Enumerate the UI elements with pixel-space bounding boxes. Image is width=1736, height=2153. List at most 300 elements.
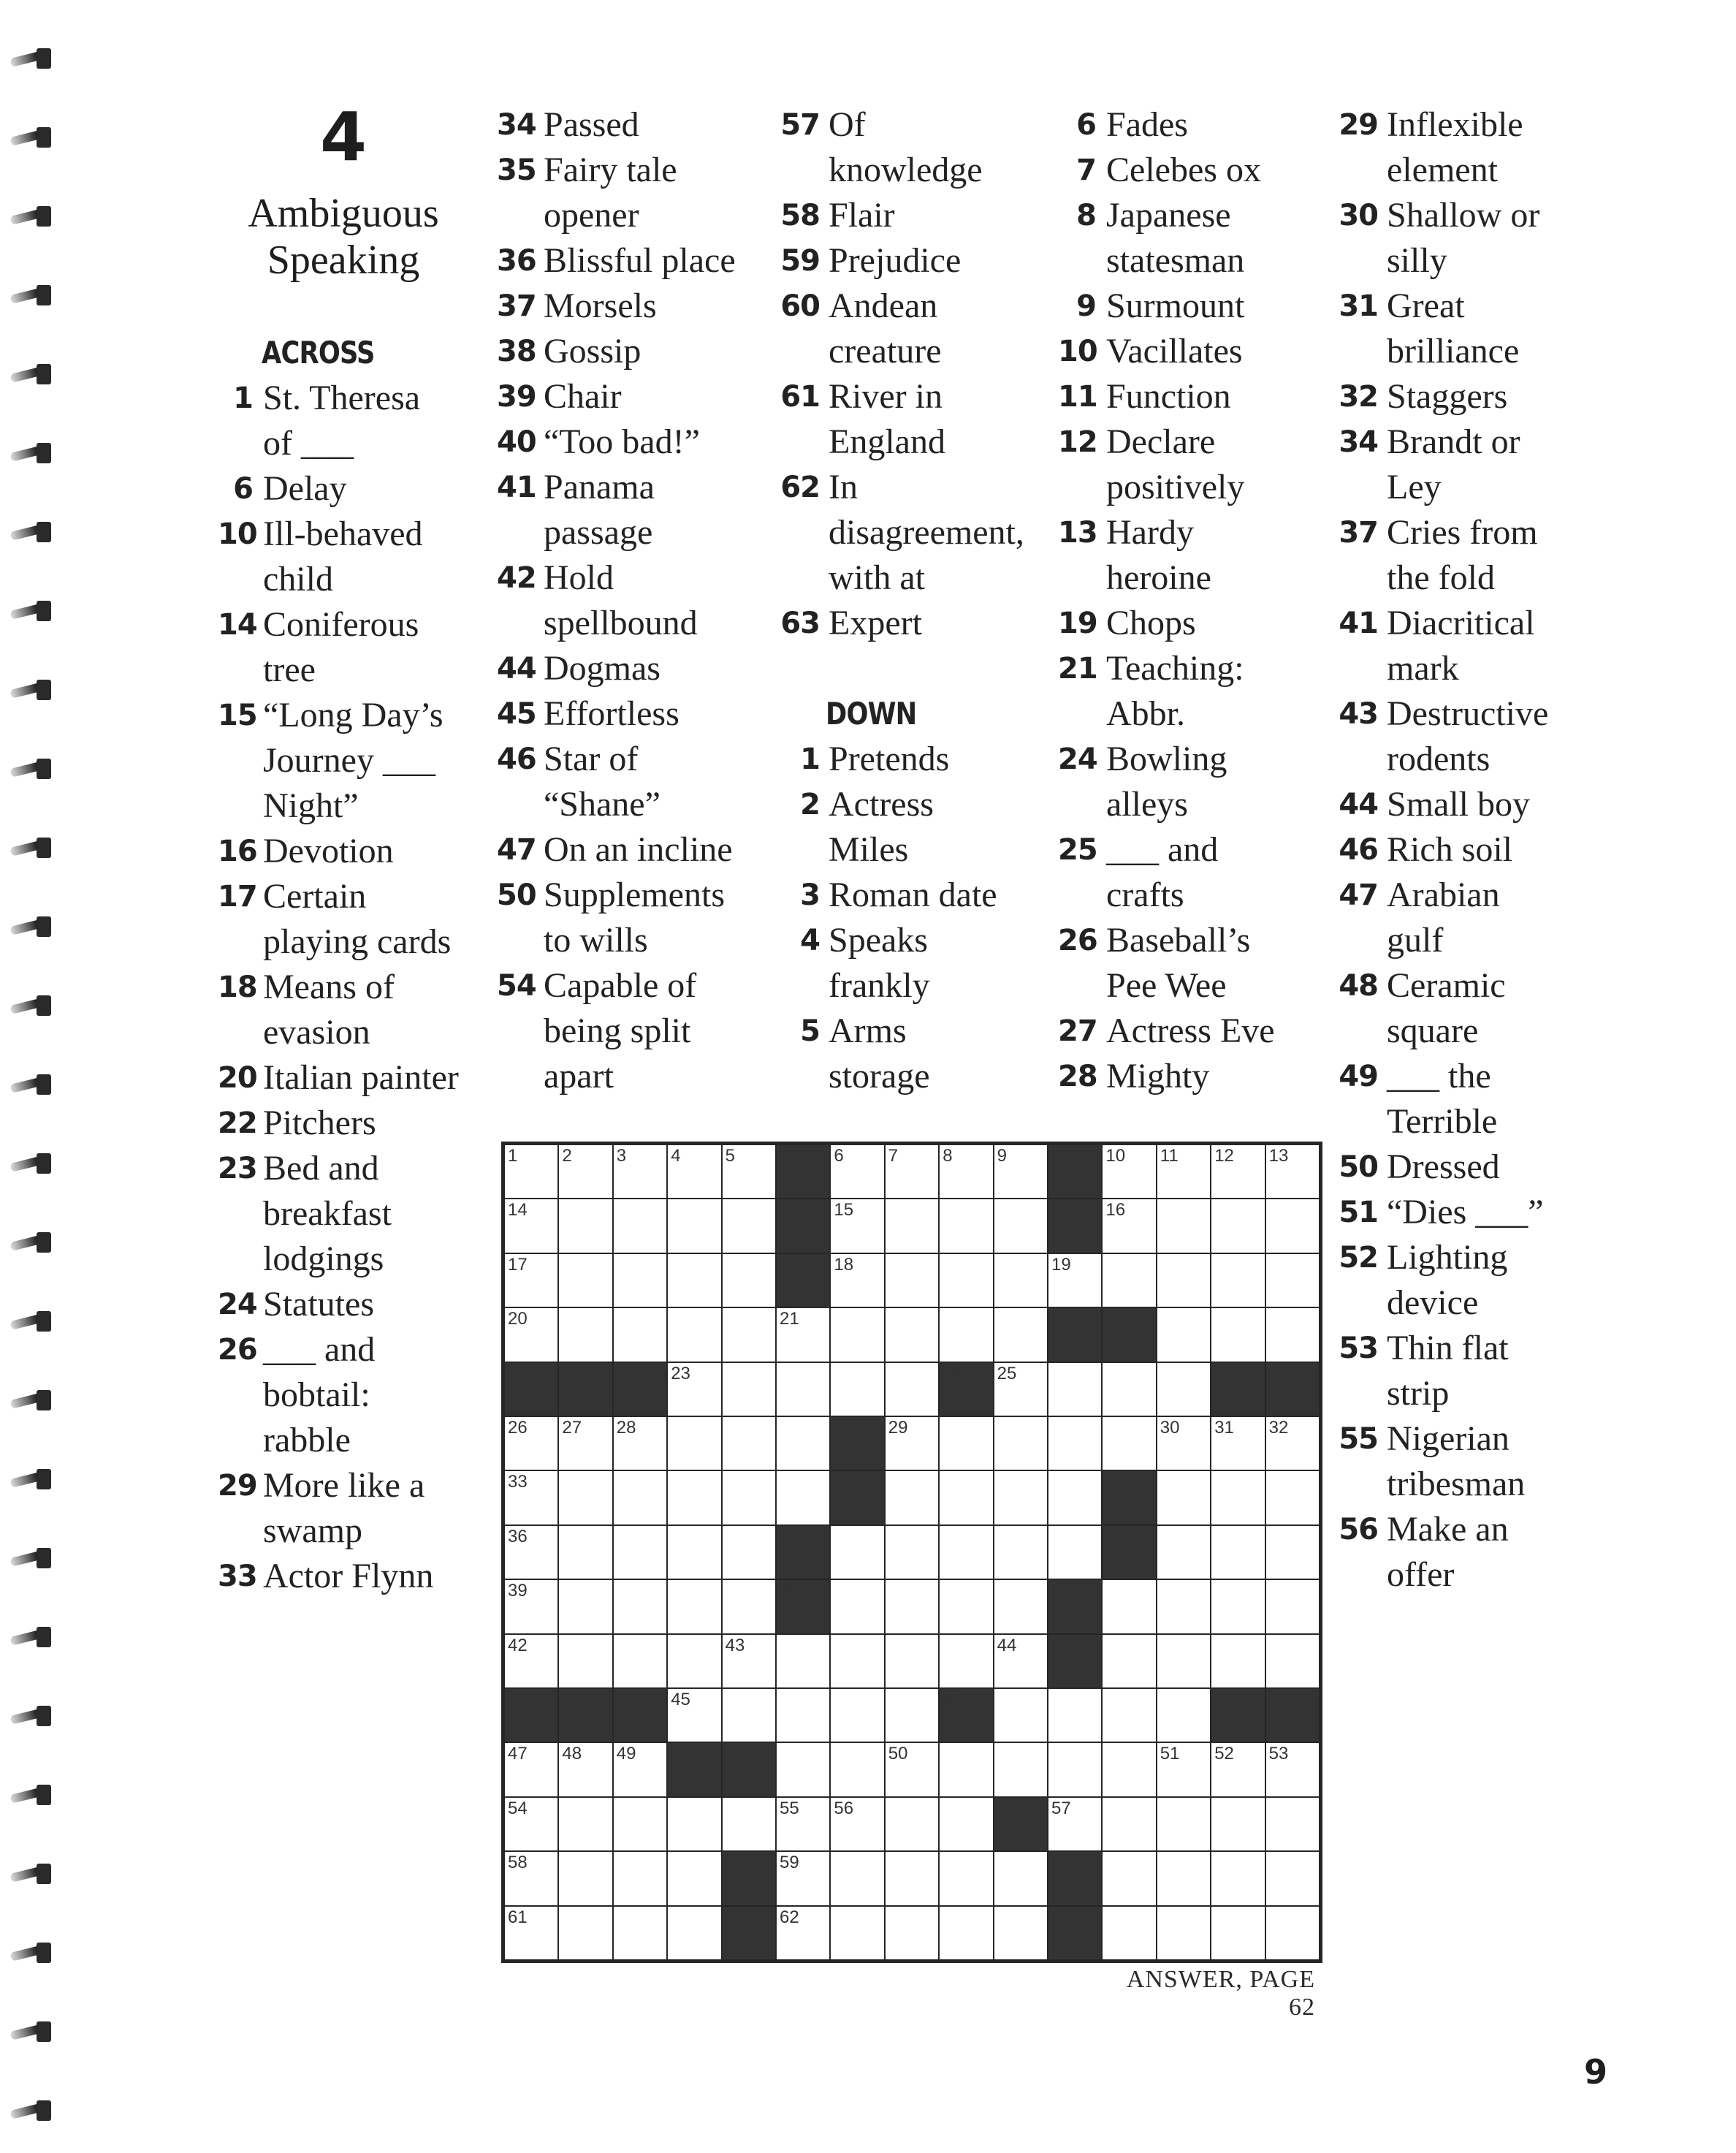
grid-cell[interactable] <box>831 1145 883 1198</box>
grid-cell[interactable] <box>723 1526 775 1579</box>
grid-cell[interactable] <box>1266 1145 1319 1198</box>
grid-cell[interactable] <box>1266 1254 1319 1307</box>
grid-cell[interactable] <box>1103 1689 1155 1742</box>
grid-cell[interactable] <box>1157 1417 1210 1470</box>
grid-block <box>994 1798 1047 1850</box>
grid-cell[interactable] <box>559 1145 612 1198</box>
grid-cell[interactable] <box>1103 1907 1155 1959</box>
grid-cell[interactable] <box>1211 1308 1264 1361</box>
grid-cell[interactable] <box>723 1689 775 1742</box>
grid-cell[interactable] <box>505 1199 557 1252</box>
grid-cell[interactable] <box>940 1308 992 1361</box>
grid-cell[interactable] <box>1103 1145 1155 1198</box>
clue-text: Morsels <box>544 286 657 325</box>
grid-cell[interactable] <box>994 1743 1047 1796</box>
grid-cell[interactable] <box>723 1798 775 1850</box>
cell-number: 3 <box>616 1146 627 1166</box>
grid-cell[interactable] <box>994 1199 1047 1252</box>
grid-cell[interactable] <box>668 1145 720 1198</box>
grid-cell[interactable] <box>1103 1743 1155 1796</box>
grid-cell[interactable] <box>886 1580 938 1633</box>
clue-number: 63 <box>780 607 820 640</box>
grid-cell[interactable] <box>668 1254 720 1307</box>
grid-cell[interactable] <box>994 1417 1047 1470</box>
cell-number: 42 <box>508 1635 528 1655</box>
clue-text: strip <box>1387 1374 1450 1413</box>
clue-text: River in <box>829 377 943 416</box>
grid-cell[interactable] <box>1103 1798 1155 1850</box>
grid-block <box>777 1526 829 1579</box>
grid-cell[interactable] <box>668 1417 720 1470</box>
grid-cell[interactable] <box>559 1199 612 1252</box>
grid-block <box>1048 1580 1101 1633</box>
clue-text: Speaks <box>829 921 928 960</box>
clue-text: Means of <box>263 968 395 1006</box>
grid-cell[interactable] <box>614 1199 666 1252</box>
grid-block <box>1211 1689 1264 1742</box>
clue-text: Fades <box>1106 105 1188 144</box>
answer-reference: ANSWER, PAGE 62 <box>1126 1966 1315 2021</box>
clue-number: 62 <box>780 471 820 504</box>
grid-cell[interactable] <box>886 1254 938 1307</box>
grid-cell[interactable] <box>831 1580 883 1633</box>
across-heading: ACROSS <box>262 335 375 371</box>
clue-41 <box>497 465 754 555</box>
grid-cell[interactable] <box>1211 1199 1264 1252</box>
grid-cell[interactable] <box>777 1363 829 1416</box>
grid-cell[interactable] <box>505 1580 557 1633</box>
grid-cell[interactable] <box>559 1471 612 1524</box>
grid-cell[interactable] <box>559 1580 612 1633</box>
grid-cell[interactable] <box>777 1907 829 1959</box>
grid-cell[interactable] <box>1103 1852 1155 1905</box>
grid-cell[interactable] <box>886 1417 938 1470</box>
grid-cell[interactable] <box>559 1907 612 1959</box>
grid-cell[interactable] <box>886 1743 938 1796</box>
clue-column-3 <box>779 102 1042 1099</box>
grid-cell[interactable] <box>1103 1635 1155 1687</box>
grid-cell[interactable] <box>994 1689 1047 1742</box>
clue-text: Supplements <box>544 876 725 914</box>
grid-cell[interactable] <box>1211 1635 1264 1687</box>
clue-number: 18 <box>218 971 257 1004</box>
clue-number: 50 <box>1339 1150 1378 1184</box>
grid-cell[interactable] <box>1266 1526 1319 1579</box>
grid-cell[interactable] <box>1211 1852 1264 1905</box>
grid-cell[interactable] <box>668 1199 720 1252</box>
grid-cell[interactable] <box>1266 1471 1319 1524</box>
clue-text: Gossip <box>544 332 642 371</box>
grid-cell[interactable] <box>994 1254 1047 1307</box>
grid-block <box>723 1743 775 1796</box>
grid-cell[interactable] <box>994 1471 1047 1524</box>
cell-number: 26 <box>508 1418 528 1438</box>
grid-cell[interactable] <box>1211 1417 1264 1470</box>
grid-cell[interactable] <box>994 1907 1047 1959</box>
grid-cell[interactable] <box>723 1471 775 1524</box>
grid-cell[interactable] <box>559 1852 612 1905</box>
grid-cell[interactable] <box>777 1471 829 1524</box>
grid-cell[interactable] <box>940 1580 992 1633</box>
grid-cell[interactable] <box>668 1852 720 1905</box>
clue-text: brilliance <box>1387 332 1520 371</box>
clue-49 <box>1337 1054 1593 1144</box>
grid-cell[interactable] <box>994 1526 1047 1579</box>
clue-12 <box>1058 419 1314 510</box>
grid-cell[interactable] <box>668 1526 720 1579</box>
grid-cell[interactable] <box>886 1308 938 1361</box>
grid-cell[interactable] <box>668 1907 720 1959</box>
clue-text: Of <box>829 105 866 144</box>
grid-cell[interactable] <box>1103 1580 1155 1633</box>
grid-cell[interactable] <box>940 1471 992 1524</box>
grid-cell[interactable] <box>614 1145 666 1198</box>
grid-cell[interactable] <box>1157 1689 1210 1742</box>
grid-cell[interactable] <box>1048 1798 1101 1850</box>
grid-cell[interactable] <box>1103 1199 1155 1252</box>
grid-cell[interactable] <box>1266 1308 1319 1361</box>
grid-cell[interactable] <box>668 1580 720 1633</box>
clue-number: 2 <box>800 788 820 821</box>
clue-number: 54 <box>497 969 536 1003</box>
grid-cell[interactable] <box>668 1308 720 1361</box>
grid-cell[interactable] <box>1048 1526 1101 1579</box>
clue-text: Rich soil <box>1387 830 1513 869</box>
clue-10 <box>218 512 475 602</box>
clue-text: Ceramic <box>1387 966 1506 1005</box>
grid-cell[interactable] <box>668 1798 720 1850</box>
clue-text: Effortless <box>544 694 679 733</box>
cell-number: 41 <box>1051 1581 1071 1601</box>
grid-cell[interactable] <box>1048 1254 1101 1307</box>
clue-text: Shallow or <box>1387 196 1540 235</box>
grid-cell[interactable] <box>559 1417 612 1470</box>
clue-number: 28 <box>1058 1060 1097 1093</box>
cell-number: 5 <box>725 1146 735 1166</box>
grid-cell[interactable] <box>1211 1526 1264 1579</box>
clue-58 <box>779 193 1042 238</box>
grid-cell[interactable] <box>994 1580 1047 1633</box>
grid-cell[interactable] <box>505 1471 557 1524</box>
clue-47 <box>1337 873 1593 963</box>
grid-cell[interactable] <box>1048 1363 1101 1416</box>
clue-text: storage <box>829 1057 930 1096</box>
grid-cell[interactable] <box>505 1852 557 1905</box>
clue-text: the fold <box>1387 558 1495 597</box>
grid-cell[interactable] <box>831 1526 883 1579</box>
grid-cell[interactable] <box>940 1743 992 1796</box>
clue-number: 26 <box>1058 924 1097 957</box>
grid-cell[interactable] <box>614 1417 666 1470</box>
grid-cell[interactable] <box>831 1743 883 1796</box>
grid-cell[interactable] <box>994 1852 1047 1905</box>
grid-cell[interactable] <box>831 1363 883 1416</box>
clue-text: Flair <box>829 196 895 235</box>
grid-cell[interactable] <box>723 1308 775 1361</box>
grid-cell[interactable] <box>994 1145 1047 1198</box>
grid-cell[interactable] <box>614 1798 666 1850</box>
grid-cell[interactable] <box>1211 1254 1264 1307</box>
grid-cell[interactable] <box>505 1145 557 1198</box>
grid-block <box>668 1743 720 1796</box>
grid-block <box>559 1363 612 1416</box>
grid-cell[interactable] <box>668 1635 720 1687</box>
clue-text: ___ and <box>263 1330 376 1369</box>
grid-cell[interactable] <box>559 1526 612 1579</box>
binding-coil <box>10 517 53 547</box>
grid-cell[interactable] <box>1048 1417 1101 1470</box>
grid-cell[interactable] <box>831 1254 883 1307</box>
grid-cell[interactable] <box>668 1363 720 1416</box>
grid-cell[interactable] <box>940 1907 992 1959</box>
grid-cell[interactable] <box>1157 1743 1210 1796</box>
grid-cell[interactable] <box>1157 1907 1210 1959</box>
binding-coil <box>10 202 53 231</box>
grid-cell[interactable] <box>1266 1580 1319 1633</box>
grid-cell[interactable] <box>723 1363 775 1416</box>
clue-text: Certain <box>263 877 367 916</box>
clue-6 <box>218 466 475 512</box>
grid-cell[interactable] <box>940 1254 992 1307</box>
grid-cell[interactable] <box>1103 1417 1155 1470</box>
clue-number: 35 <box>497 153 536 187</box>
grid-cell[interactable] <box>886 1363 938 1416</box>
grid-cell[interactable] <box>1103 1254 1155 1307</box>
grid-cell[interactable] <box>723 1199 775 1252</box>
grid-cell[interactable] <box>1157 1798 1210 1850</box>
grid-cell[interactable] <box>1211 1907 1264 1959</box>
grid-cell[interactable] <box>1103 1363 1155 1416</box>
grid-cell[interactable] <box>614 1471 666 1524</box>
grid-cell[interactable] <box>940 1798 992 1850</box>
grid-cell[interactable] <box>1157 1471 1210 1524</box>
clue-text: evasion <box>263 1013 370 1052</box>
grid-cell[interactable] <box>831 1689 883 1742</box>
grid-block <box>505 1363 557 1416</box>
clue-text: being split <box>544 1011 691 1050</box>
clue-text: rabble <box>263 1421 351 1459</box>
grid-cell[interactable] <box>886 1635 938 1687</box>
cell-number: 55 <box>780 1798 799 1818</box>
clue-number: 36 <box>497 244 536 278</box>
grid-cell[interactable] <box>1211 1798 1264 1850</box>
grid-cell[interactable] <box>831 1199 883 1252</box>
grid-cell[interactable] <box>1266 1635 1319 1687</box>
grid-cell[interactable] <box>505 1417 557 1470</box>
grid-cell[interactable] <box>614 1743 666 1796</box>
binding-coil <box>10 281 53 310</box>
binding-coil <box>10 1859 53 1888</box>
binding-coil <box>10 991 53 1020</box>
grid-cell[interactable] <box>940 1635 992 1687</box>
grid-cell[interactable] <box>940 1852 992 1905</box>
cell-number: 40 <box>780 1581 799 1601</box>
clue-text: Japanese <box>1106 196 1231 235</box>
grid-block <box>1048 1308 1101 1361</box>
grid-cell[interactable] <box>505 1798 557 1850</box>
grid-cell[interactable] <box>723 1145 775 1198</box>
grid-block <box>1048 1635 1101 1687</box>
clue-number: 27 <box>1058 1014 1097 1048</box>
clue-text: Bowling <box>1106 740 1227 778</box>
grid-cell[interactable] <box>1266 1798 1319 1850</box>
clue-text: gulf <box>1387 921 1444 960</box>
grid-cell[interactable] <box>1048 1471 1101 1524</box>
clue-number: 43 <box>1339 697 1378 731</box>
grid-cell[interactable] <box>940 1199 992 1252</box>
grid-cell[interactable] <box>668 1689 720 1742</box>
clue-text: Make an <box>1387 1510 1509 1549</box>
grid-cell[interactable] <box>831 1852 883 1905</box>
grid-block <box>614 1689 666 1742</box>
clue-text: Small boy <box>1387 785 1531 824</box>
clue-number: 9 <box>1076 289 1096 323</box>
clue-text: mark <box>1387 649 1459 688</box>
grid-cell[interactable] <box>1266 1417 1319 1470</box>
cell-number: 47 <box>508 1744 528 1764</box>
grid-cell[interactable] <box>777 1635 829 1687</box>
clue-34 <box>1337 419 1593 510</box>
grid-cell[interactable] <box>614 1254 666 1307</box>
grid-cell[interactable] <box>886 1471 938 1524</box>
grid-cell[interactable] <box>505 1743 557 1796</box>
clue-text: “Long Day’s <box>263 696 443 734</box>
grid-cell[interactable] <box>994 1635 1047 1687</box>
grid-cell[interactable] <box>505 1907 557 1959</box>
grid-cell[interactable] <box>1211 1580 1264 1633</box>
grid-block <box>777 1145 829 1198</box>
clue-number: 60 <box>780 289 820 323</box>
grid-cell[interactable] <box>777 1743 829 1796</box>
clue-number: 11 <box>1058 380 1097 414</box>
clue-text: Chair <box>544 377 622 416</box>
cell-number: 49 <box>616 1744 636 1764</box>
grid-cell[interactable] <box>1157 1635 1210 1687</box>
grid-cell[interactable] <box>723 1635 775 1687</box>
grid-cell[interactable] <box>831 1308 883 1361</box>
grid-cell[interactable] <box>505 1254 557 1307</box>
clue-text: Actress Eve <box>1106 1011 1275 1050</box>
grid-cell[interactable] <box>994 1363 1047 1416</box>
grid-cell[interactable] <box>886 1852 938 1905</box>
grid-cell[interactable] <box>1266 1852 1319 1905</box>
grid-cell[interactable] <box>1157 1526 1210 1579</box>
grid-cell[interactable] <box>831 1798 883 1850</box>
grid-cell[interactable] <box>1157 1363 1210 1416</box>
clue-23 <box>218 1146 475 1282</box>
grid-cell[interactable] <box>723 1254 775 1307</box>
clue-text: ___ and <box>1106 830 1219 869</box>
grid-cell[interactable] <box>886 1199 938 1252</box>
grid-cell[interactable] <box>1157 1580 1210 1633</box>
grid-cell[interactable] <box>886 1689 938 1742</box>
grid-cell[interactable] <box>1211 1471 1264 1524</box>
grid-cell[interactable] <box>886 1798 938 1850</box>
grid-cell[interactable] <box>994 1308 1047 1361</box>
grid-cell[interactable] <box>505 1308 557 1361</box>
grid-cell[interactable] <box>614 1308 666 1361</box>
grid-cell[interactable] <box>1048 1689 1101 1742</box>
grid-cell[interactable] <box>559 1743 612 1796</box>
clue-text: Destructive <box>1387 694 1549 733</box>
grid-cell[interactable] <box>1211 1743 1264 1796</box>
cell-number: 39 <box>508 1581 528 1601</box>
clue-36 <box>497 238 754 284</box>
grid-cell[interactable] <box>940 1526 992 1579</box>
grid-cell[interactable] <box>614 1907 666 1959</box>
clue-53 <box>1337 1326 1593 1416</box>
clue-text: Passed <box>544 105 639 144</box>
grid-cell[interactable] <box>614 1526 666 1579</box>
grid-cell[interactable] <box>723 1417 775 1470</box>
grid-cell[interactable] <box>1157 1308 1210 1361</box>
grid-cell[interactable] <box>777 1417 829 1470</box>
grid-cell[interactable] <box>614 1635 666 1687</box>
grid-cell[interactable] <box>831 1907 883 1959</box>
clue-9 <box>1058 284 1314 329</box>
cell-number: 14 <box>508 1200 528 1220</box>
clue-4 <box>779 918 1042 1009</box>
clue-text: Thin flat <box>1387 1329 1509 1367</box>
clue-text: of ___ <box>263 424 354 463</box>
grid-cell[interactable] <box>559 1798 612 1850</box>
grid-cell[interactable] <box>505 1635 557 1687</box>
grid-cell[interactable] <box>559 1635 612 1687</box>
grid-cell[interactable] <box>886 1145 938 1198</box>
clue-text: Journey ___ <box>263 741 435 780</box>
grid-cell[interactable] <box>614 1852 666 1905</box>
cell-number: 31 <box>1214 1418 1234 1438</box>
grid-cell[interactable] <box>940 1145 992 1198</box>
grid-cell[interactable] <box>1157 1254 1210 1307</box>
grid-cell[interactable] <box>777 1689 829 1742</box>
grid-cell[interactable] <box>777 1852 829 1905</box>
grid-cell[interactable] <box>1266 1907 1319 1959</box>
grid-cell[interactable] <box>723 1580 775 1633</box>
clue-text: lodgings <box>263 1239 384 1278</box>
grid-cell[interactable] <box>777 1308 829 1361</box>
grid-cell[interactable] <box>668 1471 720 1524</box>
grid-cell[interactable] <box>1266 1199 1319 1252</box>
clue-text: Vacillates <box>1106 332 1243 371</box>
cell-number: 33 <box>508 1472 528 1492</box>
clue-number: 21 <box>1058 652 1097 686</box>
grid-cell[interactable] <box>505 1526 557 1579</box>
grid-cell[interactable] <box>1157 1199 1210 1252</box>
grid-cell[interactable] <box>1157 1852 1210 1905</box>
grid-cell[interactable] <box>777 1798 829 1850</box>
grid-cell[interactable] <box>1211 1145 1264 1198</box>
grid-cell[interactable] <box>559 1254 612 1307</box>
grid-block <box>559 1689 612 1742</box>
grid-cell[interactable] <box>614 1580 666 1633</box>
grid-cell[interactable] <box>1048 1743 1101 1796</box>
clue-number: 33 <box>218 1560 257 1593</box>
clue-text: Actor Flynn <box>263 1557 434 1595</box>
grid-cell[interactable] <box>1157 1145 1210 1198</box>
grid-cell[interactable] <box>559 1308 612 1361</box>
clue-number: 51 <box>1339 1196 1378 1229</box>
grid-cell[interactable] <box>1266 1743 1319 1796</box>
grid-cell[interactable] <box>886 1526 938 1579</box>
clue-11 <box>1058 374 1314 419</box>
grid-cell[interactable] <box>831 1635 883 1687</box>
clue-text: Italian painter <box>263 1058 459 1097</box>
grid-cell[interactable] <box>886 1907 938 1959</box>
clue-text: Night” <box>263 786 359 825</box>
clue-number: 41 <box>1339 607 1378 640</box>
grid-cell[interactable] <box>940 1417 992 1470</box>
